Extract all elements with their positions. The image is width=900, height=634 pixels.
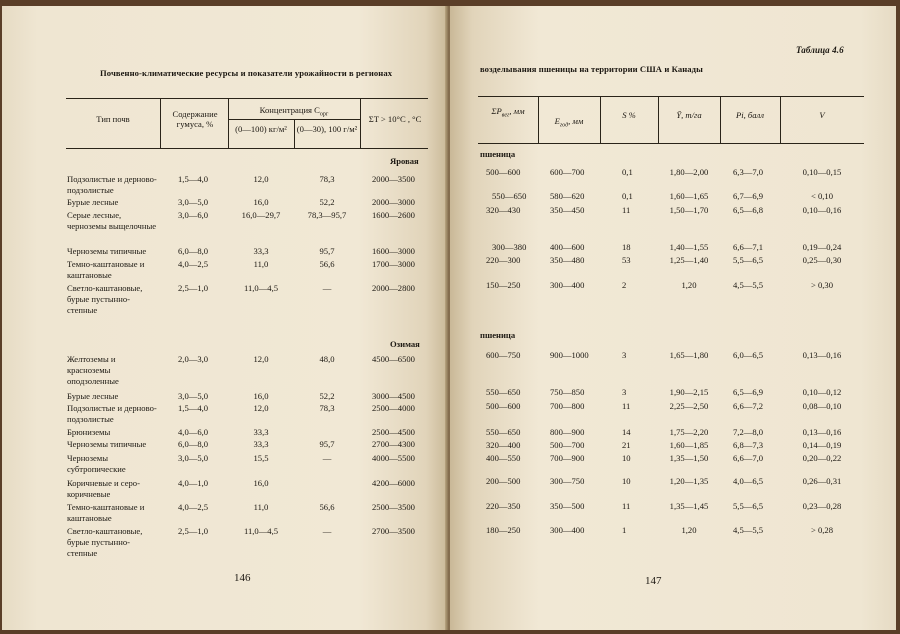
cell-temp-sum: 2700—4300: [372, 439, 415, 449]
cell-precip: 550—650: [486, 387, 521, 397]
cell-soil-type: Черноземы типичные: [67, 439, 147, 449]
right-page-title: возделывания пшеницы на территории США и Канады: [480, 64, 703, 74]
header-humus: Содержание гумуса, %: [172, 109, 218, 129]
cell-evap: 600—700: [550, 167, 585, 177]
cell-humus: 1,5—4,0: [178, 174, 209, 184]
cell-evap: 580—620: [550, 191, 585, 201]
header-yield: Ȳ, т/га: [676, 110, 702, 120]
cell-pi: 6,6—7,1: [733, 242, 764, 252]
cell-soil-type: Черноземы субтропические: [67, 453, 126, 474]
cell-pi: 6,8—7,3: [733, 440, 764, 450]
header-v: V: [819, 110, 825, 120]
left-page-title: Почвенно-климатические ресурсы и показатели урожайности в регионах: [100, 68, 393, 78]
cell-evap: 350—500: [550, 501, 585, 511]
cell-v: 0,10—0,12: [802, 387, 842, 397]
cell-v: < 0,10: [810, 191, 834, 201]
cell-conc-0-30: 56,6: [319, 502, 335, 512]
cell-evap: 750—850: [550, 387, 585, 397]
cell-conc-0-100: 33,3: [253, 427, 269, 437]
cell-evap: 800—900: [550, 427, 585, 437]
cell-temp-sum: 2700—3500: [372, 526, 415, 536]
cell-v: 0,20—0,22: [802, 453, 842, 463]
cell-s: 0,1: [622, 191, 633, 201]
cell-temp-sum: 1600—2600: [372, 210, 415, 220]
cell-soil-type: Брюниземы: [67, 427, 111, 437]
cell-conc-0-100: 11,0: [253, 502, 269, 512]
section-spring-wheat: пшеница: [480, 149, 516, 159]
cell-yield: 1,40—1,55: [669, 242, 709, 252]
cell-temp-sum: 3000—4500: [372, 391, 415, 401]
section-spring-wheat: Яровая: [390, 156, 419, 166]
cell-s: 0,1: [622, 167, 633, 177]
cell-v: 0,26—0,31: [802, 476, 842, 486]
cell-conc-0-100: 33,3: [253, 246, 269, 256]
cell-precip: 220—300: [486, 255, 521, 265]
cell-yield: 1,60—1,65: [669, 191, 709, 201]
table-label: Таблица 4.6: [796, 45, 844, 55]
cell-v: 0,19—0,24: [802, 242, 842, 252]
cell-conc-0-30: 78,3: [319, 403, 335, 413]
cell-evap: 350—480: [550, 255, 585, 265]
cell-humus: 3,0—5,0: [178, 453, 209, 463]
cell-yield: 1,60—1,85: [669, 440, 709, 450]
cell-conc-0-100: 16,0: [253, 197, 269, 207]
cell-evap: 700—900: [550, 453, 585, 463]
cell-humus: 1,5—4,0: [178, 403, 209, 413]
cell-evap: 400—600: [550, 242, 585, 252]
cell-conc-0-100: 12,0: [253, 174, 269, 184]
cell-pi: 6,6—7,0: [733, 453, 764, 463]
cell-v: > 0,30: [810, 280, 834, 290]
cell-precip: 320—400: [486, 440, 521, 450]
cell-conc-0-30: 52,2: [319, 197, 335, 207]
cell-precip: 320—430: [486, 205, 521, 215]
cell-yield: 1,35—1,50: [669, 453, 709, 463]
cell-yield: 1,20: [681, 280, 697, 290]
cell-conc-0-100: 15,5: [253, 453, 269, 463]
col-divider: [360, 98, 361, 148]
cell-conc-0-30: 52,2: [319, 391, 335, 401]
cell-humus: 4,0—2,5: [178, 502, 209, 512]
header-pi: Pi, балл: [735, 110, 765, 120]
cell-humus: 4,0—1,0: [178, 478, 209, 488]
cell-temp-sum: 4500—6500: [372, 354, 415, 364]
cell-conc-0-30: 56,6: [319, 259, 335, 269]
cell-v: 0,25—0,30: [802, 255, 842, 265]
cell-soil-type: Бурые лесные: [67, 391, 119, 401]
cell-v: 0,14—0,19: [802, 440, 842, 450]
cell-temp-sum: 2000—3000: [372, 197, 415, 207]
cell-conc-0-30: 48,0: [319, 354, 335, 364]
cell-conc-0-100: 16,0—29,7: [241, 210, 281, 220]
cell-conc-0-100: 11,0: [253, 259, 269, 269]
cell-conc-0-30: 78,3: [319, 174, 335, 184]
cell-temp-sum: 1600—3000: [372, 246, 415, 256]
cell-temp-sum: 2500—3500: [372, 502, 415, 512]
cell-precip: 500—600: [486, 401, 521, 411]
cell-yield: 1,20: [681, 525, 697, 535]
cell-evap: 500—700: [550, 440, 585, 450]
cell-s: 11: [622, 401, 631, 411]
cell-s: 3: [622, 387, 627, 397]
cell-humus: 6,0—8,0: [178, 246, 209, 256]
cell-conc-0-100: 11,0—4,5: [243, 526, 279, 536]
cell-temp-sum: 2000—3500: [372, 174, 415, 184]
cell-conc-0-30: —: [322, 283, 332, 293]
cell-conc-0-30: —: [322, 453, 332, 463]
cell-precip: 180—250: [486, 525, 521, 535]
cell-humus: 3,0—5,0: [178, 197, 209, 207]
cell-s: 53: [622, 255, 631, 265]
cell-yield: 1,25—1,40: [669, 255, 709, 265]
cell-yield: 1,80—2,00: [669, 167, 709, 177]
right-page: [450, 6, 896, 630]
cell-yield: 1,50—1,70: [669, 205, 709, 215]
cell-conc-0-100: 16,0: [253, 391, 269, 401]
cell-v: 0,13—0,16: [802, 427, 842, 437]
cell-pi: 6,5—6,9: [733, 387, 764, 397]
cell-evap: 350—450: [550, 205, 585, 215]
cell-precip: 600—750: [486, 350, 521, 360]
cell-evap: 700—800: [550, 401, 585, 411]
cell-s: 1: [622, 525, 627, 535]
cell-soil-type: Светло-каштановые, бурые пустынно-степные: [67, 526, 143, 558]
cell-pi: 6,3—7,0: [733, 167, 764, 177]
header-conc-0-100: (0—100) кг/м²: [235, 124, 287, 134]
cell-humus: 6,0—8,0: [178, 439, 209, 449]
cell-pi: 4,5—5,5: [733, 525, 764, 535]
cell-yield: 1,75—2,20: [669, 427, 709, 437]
cell-precip: 150—250: [486, 280, 521, 290]
table-header-rule: [66, 148, 428, 149]
cell-conc-0-100: 16,0: [253, 478, 269, 488]
header-precip: $\Sigma P_{вег}$, мм: [491, 106, 525, 119]
cell-yield: 1,20—1,35: [669, 476, 709, 486]
cell-s: 14: [622, 427, 631, 437]
cell-humus: 2,5—1,0: [178, 526, 209, 536]
cell-v: 0,08—0,10: [802, 401, 842, 411]
cell-s: 3: [622, 350, 627, 360]
cell-pi: 4,0—6,5: [733, 476, 764, 486]
cell-pi: 4,5—5,5: [733, 280, 764, 290]
cell-soil-type: Подзолистые и дерново-подзолистые: [67, 403, 157, 424]
header-conc-0-30: (0—30), 100 г/м²: [296, 124, 358, 134]
cell-soil-type: Серые лесные, черноземы выщелочные: [67, 210, 157, 231]
cell-precip: 500—600: [486, 167, 521, 177]
header-s: S %: [622, 110, 636, 120]
cell-v: 0,23—0,28: [802, 501, 842, 511]
cell-yield: 2,25—2,50: [669, 401, 709, 411]
table-top-rule: [478, 96, 864, 97]
header-temp-sum: ΣT > 10°C , °C: [368, 114, 422, 124]
cell-conc-0-30: 95,7: [319, 439, 335, 449]
cell-s: 2: [622, 280, 627, 290]
cell-conc-0-100: 11,0—4,5: [243, 283, 279, 293]
cell-precip: 300—380: [492, 242, 527, 252]
cell-v: > 0,28: [810, 525, 834, 535]
left-page: [2, 6, 448, 630]
cell-precip: 550—650: [486, 427, 521, 437]
cell-temp-sum: 2500—4500: [372, 427, 415, 437]
page-number-right: 147: [645, 575, 662, 587]
cell-conc-0-100: 33,3: [253, 439, 269, 449]
cell-soil-type: Черноземы типичные: [67, 246, 147, 256]
cell-soil-type: Желтоземы и красноземы оподзоленные: [67, 354, 119, 386]
col-divider: [160, 98, 161, 148]
cell-soil-type: Коричневые и серо-коричневые: [67, 478, 140, 499]
cell-pi: 6,0—6,5: [733, 350, 764, 360]
cell-s: 21: [622, 440, 631, 450]
cell-humus: 4,0—2,5: [178, 259, 209, 269]
section-winter-wheat: Озимая: [390, 339, 420, 349]
cell-pi: 5,5—6,5: [733, 255, 764, 265]
cell-v: 0,13—0,16: [802, 350, 842, 360]
cell-yield: 1,90—2,15: [669, 387, 709, 397]
cell-precip: 550—650: [492, 191, 527, 201]
cell-temp-sum: 4200—6000: [372, 478, 415, 488]
cell-pi: 6,5—6,8: [733, 205, 764, 215]
cell-temp-sum: 4000—5500: [372, 453, 415, 463]
cell-pi: 6,6—7,2: [733, 401, 764, 411]
table-top-rule: [66, 98, 428, 99]
cell-precip: 400—550: [486, 453, 521, 463]
cell-evap: 300—750: [550, 476, 585, 486]
table-header-rule: [478, 143, 864, 144]
cell-conc-0-100: 12,0: [253, 354, 269, 364]
cell-humus: 3,0—5,0: [178, 391, 209, 401]
cell-s: 10: [622, 453, 631, 463]
cell-soil-type: Бурые лесные: [67, 197, 119, 207]
cell-soil-type: Темно-каштановые и каштановые: [67, 502, 145, 523]
cell-pi: 5,5—6,5: [733, 501, 764, 511]
cell-evap: 300—400: [550, 525, 585, 535]
cell-s: 10: [622, 476, 631, 486]
cell-v: 0,10—0,16: [802, 205, 842, 215]
cell-temp-sum: 2500—4000: [372, 403, 415, 413]
cell-temp-sum: 1700—3000: [372, 259, 415, 269]
cell-humus: 3,0—6,0: [178, 210, 209, 220]
cell-evap: 300—400: [550, 280, 585, 290]
page-number-left: 146: [234, 572, 251, 584]
cell-conc-0-30: —: [322, 526, 332, 536]
cell-soil-type: Подзолистые и дерново-подзолистые: [67, 174, 157, 195]
cell-precip: 200—500: [486, 476, 521, 486]
cell-humus: 4,0—6,0: [178, 427, 209, 437]
cell-precip: 220—350: [486, 501, 521, 511]
header-soil-type: Тип почв: [96, 114, 130, 124]
cell-evap: 900—1000: [550, 350, 589, 360]
cell-pi: 7,2—8,0: [733, 427, 764, 437]
header-evap: $E_{год}$, мм: [554, 116, 584, 129]
cell-s: 18: [622, 242, 631, 252]
cell-pi: 6,7—6,9: [733, 191, 764, 201]
cell-soil-type: Светло-каштановые, бурые пустынно-степные: [67, 283, 143, 315]
cell-humus: 2,0—3,0: [178, 354, 209, 364]
cell-yield: 1,65—1,80: [669, 350, 709, 360]
cell-yield: 1,35—1,45: [669, 501, 709, 511]
cell-temp-sum: 2000—2800: [372, 283, 415, 293]
cell-v: 0,10—0,15: [802, 167, 842, 177]
cell-s: 11: [622, 501, 631, 511]
cell-conc-0-100: 12,0: [253, 403, 269, 413]
cell-humus: 2,5—1,0: [178, 283, 209, 293]
cell-conc-0-30: 78,3—95,7: [307, 210, 347, 220]
section-winter-wheat: пшеница: [480, 330, 516, 340]
cell-conc-0-30: 95,7: [319, 246, 335, 256]
cell-s: 11: [622, 205, 631, 215]
cell-soil-type: Темно-каштановые и каштановые: [67, 259, 145, 280]
header-concentration: Концентрация $C_{орг}$: [259, 105, 329, 118]
